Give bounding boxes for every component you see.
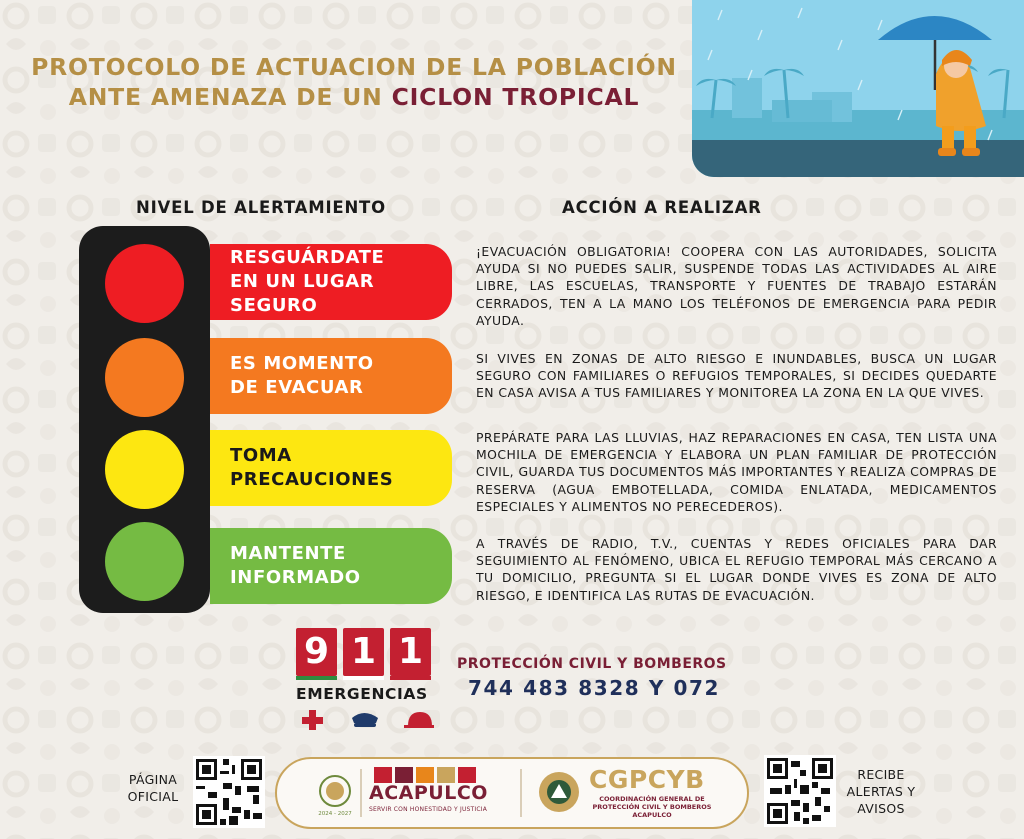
cgpcyb-logo-text: CGPCYB <box>589 765 705 794</box>
qr-code-official-page[interactable] <box>193 756 265 828</box>
official-page-label: PÁGINA OFICIAL <box>127 772 179 804</box>
cgpcyb-sub-line-3: ACAPULCO <box>632 811 672 819</box>
medical-cross-icon <box>302 710 323 730</box>
header-accion: ACCIÓN A REALIZAR <box>562 198 762 217</box>
level-label: RESGUÁRDATE EN UN LUGAR SEGURO <box>230 247 385 316</box>
light-yellow <box>105 430 184 509</box>
firefighter-helmet-icon <box>404 712 434 728</box>
cgpcyb-sub-line-2: PROTECCIÓN CIVIL Y BOMBEROS <box>592 803 712 811</box>
rain-illustration <box>692 0 1024 177</box>
acapulco-tagline: SERVIR CON HONESTIDAD Y JUSTICIA <box>369 806 488 813</box>
emergencias-label: EMERGENCIAS <box>296 685 428 703</box>
level-band-yellow <box>210 430 452 506</box>
acapulco-logo-text: ACAPULCO <box>369 782 488 804</box>
digit-9: 9 <box>296 628 337 676</box>
footer-logos <box>275 757 749 829</box>
title-accent: CICLON TROPICAL <box>391 83 640 111</box>
alerts-label: RECIBE ALERTAS Y AVISOS <box>846 767 916 816</box>
level-label: ES MOMENTO DE EVACUAR <box>230 353 374 398</box>
phone-number[interactable]: 744 483 8328 Y 072 <box>468 676 721 700</box>
light-orange <box>105 338 184 417</box>
title-line-2 <box>14 82 694 112</box>
title-line-1: PROTOCOLO DE ACTUACION DE LA POBLACIÓN <box>31 53 677 81</box>
acapulco-seal-icon <box>320 776 350 806</box>
page-title <box>14 52 694 112</box>
acapulco-years: 2024 - 2027 <box>318 811 352 817</box>
action-text-yellow: PREPÁRATE PARA LAS LLUVIAS, HAZ REPARACIONES EN CASA, TEN LISTA UNA MOCHILA DE EMERGENCIA Y ELABORA UN PLAN FAMILIAR DE PROTECCIÓN CIVIL, GUARDA TUS DOCUMENTOS MÁS IMPORTANTES Y REALIZA COMPRAS DE RESERVA (AGUA EMBOTELLADA, COMIDA ENLATADA, MEDICAMENTOS ESPECIALES Y ALIMENTOS NO PERECEDEROS). <box>476 430 997 514</box>
digit-1: 1 <box>343 628 384 676</box>
action-text-red: ¡EVACUACIÓN OBLIGATORIA! COOPERA CON LAS AUTORIDADES, SOLICITA AYUDA SI NO PUEDES SALIR, SUSPENDE TODAS LAS ACTIVIDADES AL AIRE LIBRE, LAS ESCUELAS, TRANSPORTE Y FUENTES DE TRABAJO ESTARÁN CERRADOS, TEN A LA MANO LOS TELÉFONOS DE EMERGENCIA PARA PEDIR AYUDA. <box>476 244 997 328</box>
traffic-light <box>79 226 210 613</box>
header-nivel: NIVEL DE ALERTAMIENTO <box>136 198 386 217</box>
cgpcyb-subtitle <box>589 795 715 819</box>
title-line-2-prefix: ANTE AMENAZA DE UN <box>68 83 383 111</box>
light-red <box>105 244 184 323</box>
level-band-red <box>210 244 452 320</box>
org-name: PROTECCIÓN CIVIL Y BOMBEROS <box>457 656 727 672</box>
qr-code-alerts[interactable] <box>764 755 836 827</box>
action-text-green: A TRAVÉS DE RADIO, T.V., CUENTAS Y REDES OFICIALES PARA DAR SEGUIMIENTO AL FENÓMENO, UBICA EL REFUGIO TEMPORAL MÁS CERCANO A TU DOMICILIO, PREGUNTA SI EL LUGAR DONDE VIVES ES ZONA DE ALTO RIESGO, E IDENTIFICA LAS RUTAS DE EVACUACIÓN. <box>476 536 997 603</box>
cgpcyb-sub-line-1: COORDINACIÓN GENERAL DE <box>599 795 705 803</box>
acapulco-wordmark-icon <box>374 767 476 783</box>
action-text-orange: SI VIVES EN ZONAS DE ALTO RIESGO E INUNDABLES, BUSCA UN LUGAR SEGURO CON FAMILIARES O REFUGIOS TEMPORALES, SI DECIDES QUEDARTE EN CASA AVISA A TUS FAMILIARES Y MONITOREA LA ZONA EN LA QUE VIVES. <box>476 351 997 401</box>
level-label: MANTENTE INFORMADO <box>230 543 361 588</box>
level-band-orange <box>210 338 452 414</box>
light-green <box>105 522 184 601</box>
police-cap-icon <box>352 713 378 727</box>
digit-1-second: 1 <box>390 628 431 676</box>
cgpcyb-emblem-icon <box>539 772 579 812</box>
level-band-green <box>210 528 452 604</box>
level-label: TOMA PRECAUCIONES <box>230 445 394 490</box>
